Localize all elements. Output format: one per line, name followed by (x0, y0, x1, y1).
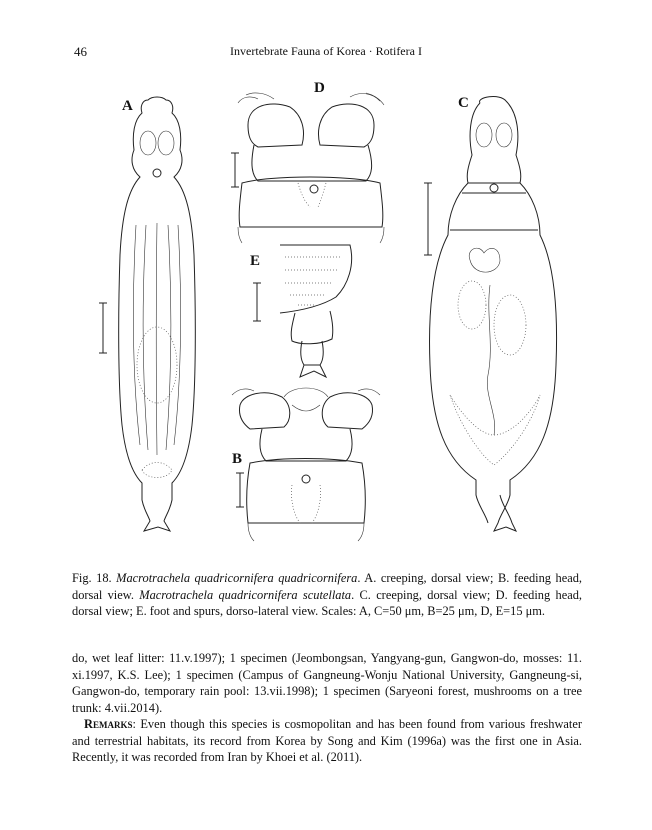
panel-e-drawing (250, 245, 352, 377)
panel-label-d: D (314, 80, 325, 96)
panel-label-e: E (250, 253, 261, 269)
remarks-label: Remarks (84, 717, 133, 731)
caption-figure-label: Fig. 18. (72, 571, 112, 585)
remarks-paragraph (72, 716, 582, 766)
panel-a-drawing (99, 97, 195, 531)
panel-label-c: C (458, 95, 469, 111)
running-head: Invertebrate Fauna of Korea · Rotifera I (230, 44, 422, 58)
caption-part-1: . A. creeping, dorsal view; B. feeding head, dorsal view. (72, 571, 582, 602)
figure-caption (72, 570, 582, 620)
caption-part-2: . C. creeping, dorsal view; D. feeding head, dorsal view; E. foot and spurs, dorso-lateral view. Scales: A, C=50 μm, B=25 μm, D, E=15 μm. (72, 587, 582, 618)
panel-c-drawing (424, 95, 557, 531)
figure-18-illustration (70, 75, 590, 550)
panel-label-b: B (232, 451, 243, 467)
panel-label-a: A (122, 98, 133, 114)
body-text (72, 650, 582, 766)
panel-b-drawing (232, 388, 380, 541)
caption-taxon-2: Macrotrachela quadricornifera scutellata (139, 587, 352, 602)
page-number: 46 (74, 44, 87, 59)
remarks-text: : Even though this species is cosmopolitan and has been found from various freshwater and terrestrial habitats, its record from Korea by Song and Kim (1996a) was the first one in Asia. Recently, it was recorded from Iran by Khoei et al. (2011). (72, 717, 582, 764)
rotifer-drawings (70, 75, 590, 550)
caption-taxon-1: Macrotrachela quadricornifera quadricornifera (116, 571, 358, 585)
material-examined-paragraph: do, wet leaf litter: 11.v.1997); 1 specimen (Jeombongsan, Yangyang-gun, Gangwon-do, mosses: 11. xi.1997, K.S. Lee); 1 specimen (Campus of Gangneung-Wonju National University, Gangneung-si, Gangwon-do, temporary rain pool: 13.vii.1998); 1 specimen (Saryeoni forest, mushrooms on a tree trunk: 4.vii.2014). (72, 651, 582, 715)
panel-d-drawing (231, 80, 384, 243)
